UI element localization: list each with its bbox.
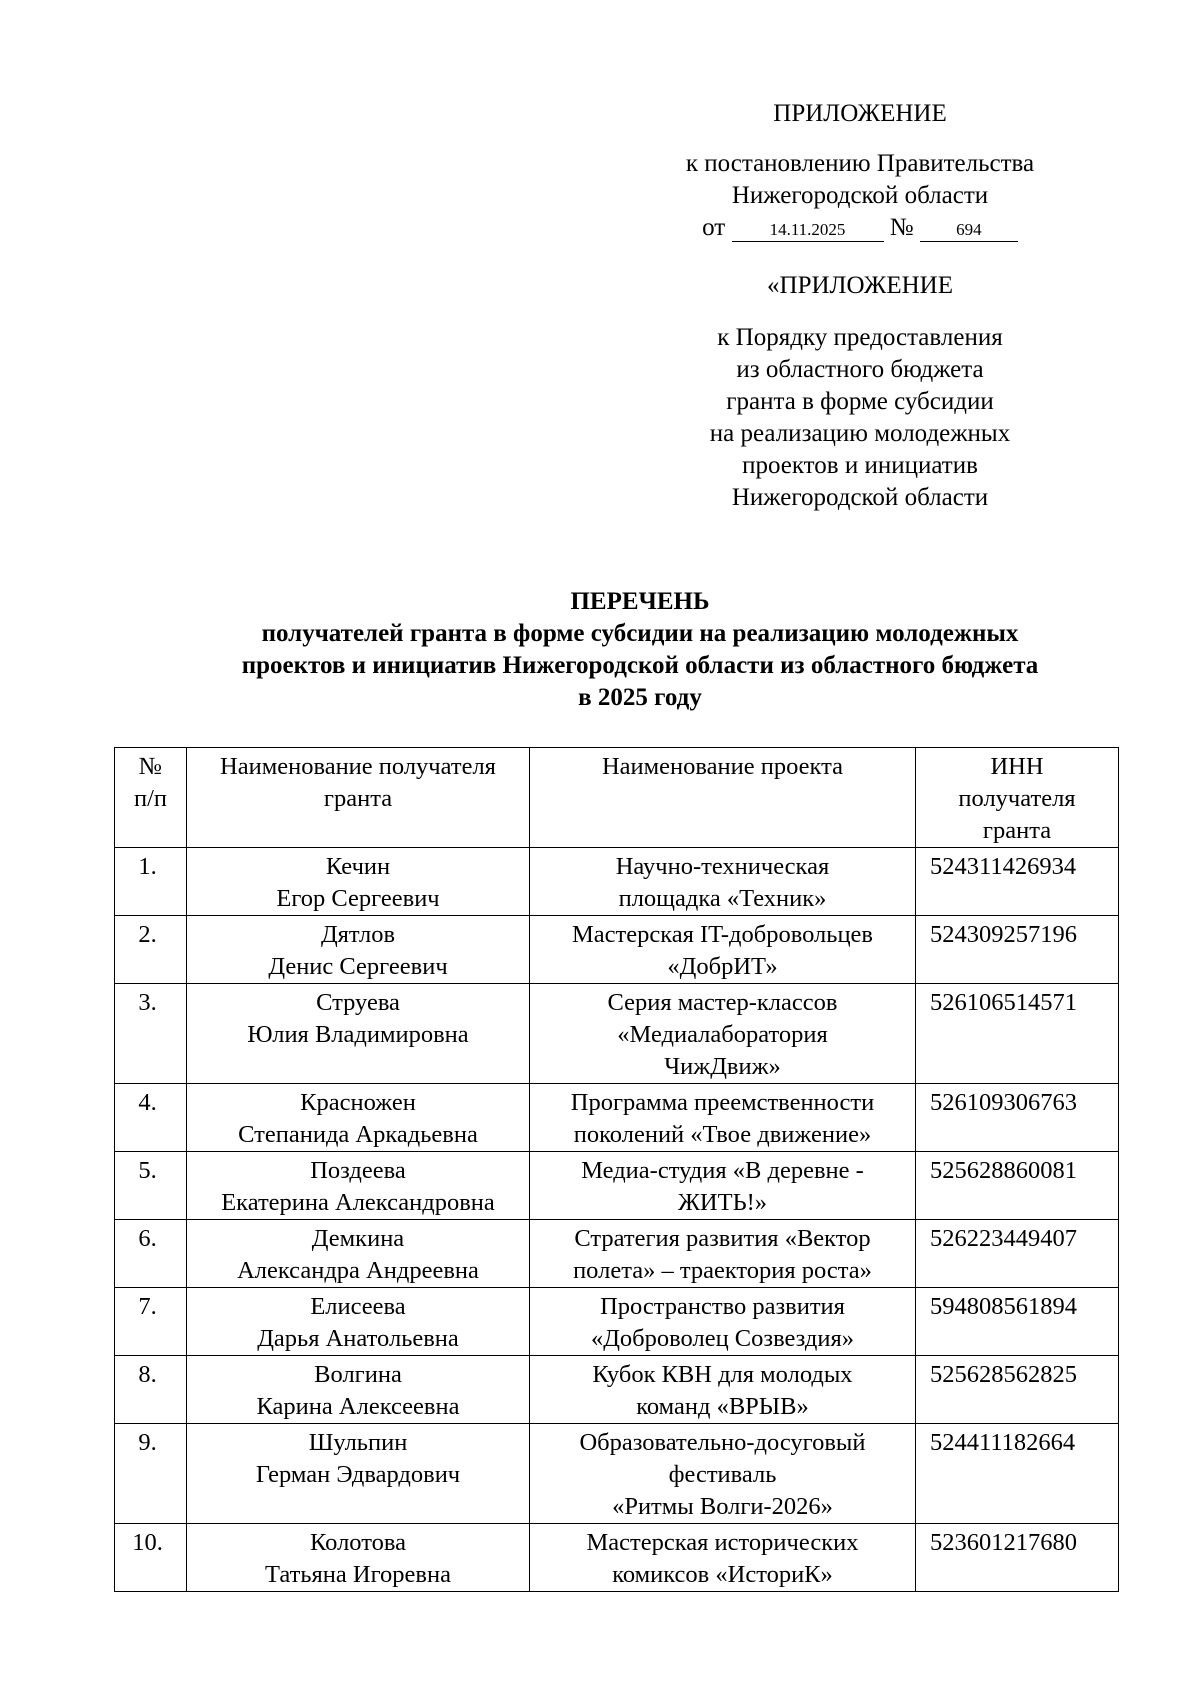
- recipient-cell: [187, 1220, 530, 1288]
- header-inn: [916, 748, 1119, 848]
- resolution-date-number: [640, 212, 1080, 244]
- recipient-name: Юлия Владимировна: [247, 1021, 469, 1048]
- project-cell: [530, 1356, 916, 1424]
- project-cell: [530, 916, 916, 984]
- header-project-line: Наименование проекта: [601, 753, 843, 780]
- row-number: [115, 916, 187, 984]
- project-line: «Доброволец Созвездия»: [590, 1325, 855, 1352]
- recipient-name: Дарья Анатольевна: [257, 1325, 459, 1352]
- project-line: Образовательно-досуговый: [579, 1429, 866, 1456]
- inn-cell: [916, 984, 1119, 1084]
- row-number-text: 10.: [132, 1529, 163, 1556]
- inn-cell: [916, 1356, 1119, 1424]
- header-inn-line: ИНН: [990, 753, 1044, 780]
- inn-value: 526223449407: [930, 1225, 1077, 1252]
- project-line: фестиваль: [668, 1461, 777, 1488]
- project-line: Стратегия развития «Вектор: [574, 1225, 871, 1252]
- recipient-surname: Шульпин: [308, 1429, 408, 1456]
- inn-value: 523601217680: [930, 1529, 1077, 1556]
- header-recipient: [187, 748, 530, 848]
- number-label: №: [889, 214, 914, 241]
- project-line: «ДобрИТ»: [667, 953, 778, 980]
- appendix-heading: [640, 98, 1080, 130]
- inn-value: 526109306763: [930, 1089, 1077, 1116]
- header-recipient-line: гранта: [323, 785, 393, 812]
- row-number: [115, 1424, 187, 1524]
- title-line: проектов и инициатив Нижегородской области из областного бюджета: [241, 652, 1039, 679]
- inn-value: 524311426934: [930, 853, 1077, 880]
- project-line: поколений «Твое движение»: [573, 1121, 872, 1148]
- order-line: из областного бюджета: [736, 356, 984, 383]
- recipient-surname: Струева: [316, 989, 400, 1016]
- recipient-cell: [187, 1288, 530, 1356]
- row-number-text: 8.: [138, 1361, 157, 1388]
- row-number: [115, 984, 187, 1084]
- recipient-name: Степанида Аркадьевна: [238, 1121, 478, 1148]
- header-recipient-line: Наименование получателя: [220, 753, 496, 780]
- recipient-surname: Красножен: [300, 1089, 416, 1116]
- inn-value: 525628562825: [930, 1361, 1077, 1388]
- inn-value: 524411182664: [930, 1429, 1076, 1456]
- order-line: гранта в форме субсидии: [726, 388, 994, 415]
- title-line: в 2025 году: [578, 684, 702, 711]
- resolution-line-2: Нижегородской области: [731, 182, 989, 209]
- inn-cell: [916, 1152, 1119, 1220]
- order-line: на реализацию молодежных: [709, 420, 1011, 447]
- inn-value: 526106514571: [930, 989, 1077, 1016]
- recipients-table: [114, 747, 1119, 1592]
- row-number: [115, 1084, 187, 1152]
- table-row: [115, 1220, 1119, 1288]
- recipient-name: Екатерина Александровна: [221, 1189, 495, 1216]
- row-number-text: 7.: [138, 1293, 157, 1320]
- project-line: полета» – траектория роста»: [573, 1257, 872, 1284]
- order-line: проектов и инициатив: [742, 452, 978, 479]
- recipient-cell: [187, 1356, 530, 1424]
- recipient-name: Татьяна Игоревна: [265, 1561, 451, 1588]
- inn-cell: [916, 1524, 1119, 1592]
- order-line: к Порядку предоставления: [717, 324, 1003, 351]
- recipient-cell: [187, 1424, 530, 1524]
- recipient-surname: Поздеева: [310, 1157, 406, 1184]
- header-inn-line: получателя: [958, 785, 1076, 812]
- table-row: [115, 1288, 1119, 1356]
- resolution-line-1: к постановлению Правительства: [685, 150, 1035, 177]
- project-line: ЖИТЬ!»: [677, 1189, 768, 1216]
- project-line: Кубок КВН для молодых: [592, 1361, 853, 1388]
- table-row: [115, 1356, 1119, 1424]
- project-cell: [530, 1424, 916, 1524]
- table-row: [115, 848, 1119, 916]
- recipient-name: Александра Андреевна: [237, 1257, 479, 1284]
- recipient-cell: [187, 848, 530, 916]
- project-cell: [530, 984, 916, 1084]
- project-line: Научно-техническая: [615, 853, 830, 880]
- project-line: Мастерская исторических: [586, 1529, 859, 1556]
- inn-cell: [916, 1220, 1119, 1288]
- project-line: Программа преемственности: [570, 1089, 875, 1116]
- appendix-heading-2: [640, 270, 1080, 302]
- inn-cell: [916, 848, 1119, 916]
- resolution-number: 694: [920, 219, 1018, 242]
- row-number: [115, 1356, 187, 1424]
- project-line: Мастерская IT-добровольцев: [571, 921, 874, 948]
- row-number-text: 6.: [138, 1225, 157, 1252]
- header-project: [530, 748, 916, 848]
- recipient-surname: Колотова: [310, 1529, 406, 1556]
- table-row: [115, 1152, 1119, 1220]
- row-number: [115, 1524, 187, 1592]
- inn-value: 525628860081: [930, 1157, 1077, 1184]
- project-cell: [530, 1152, 916, 1220]
- project-cell: [530, 1084, 916, 1152]
- title-line: получателей гранта в форме субсидии на реализацию молодежных: [261, 620, 1019, 647]
- inn-cell: [916, 916, 1119, 984]
- table-row: [115, 984, 1119, 1084]
- table-row: [115, 1084, 1119, 1152]
- order-line: Нижегородской области: [731, 484, 989, 511]
- table-header-row: [115, 748, 1119, 848]
- row-number: [115, 1288, 187, 1356]
- project-line: «Ритмы Волги-2026»: [612, 1493, 833, 1520]
- appendix-label: ПРИЛОЖЕНИЕ: [773, 100, 947, 127]
- row-number-text: 1.: [138, 853, 157, 880]
- title-heading: ПЕРЕЧЕНЬ: [570, 588, 710, 615]
- row-number: [115, 848, 187, 916]
- recipient-name: Егор Сергеевич: [276, 885, 440, 912]
- recipient-surname: Кечин: [325, 853, 391, 880]
- appendix-label-2: «ПРИЛОЖЕНИЕ: [767, 272, 953, 299]
- recipient-surname: Елисеева: [310, 1293, 406, 1320]
- inn-value: 594808561894: [930, 1293, 1077, 1320]
- row-number-text: 2.: [138, 921, 157, 948]
- row-number: [115, 1220, 187, 1288]
- document-title: [115, 586, 1165, 714]
- row-number-text: 5.: [138, 1157, 157, 1184]
- table-row: [115, 1424, 1119, 1524]
- recipient-surname: Дятлов: [320, 921, 396, 948]
- inn-value: 524309257196: [930, 921, 1077, 948]
- row-number-text: 3.: [138, 989, 157, 1016]
- inn-cell: [916, 1424, 1119, 1524]
- recipient-cell: [187, 1084, 530, 1152]
- recipient-surname: Волгина: [314, 1361, 402, 1388]
- recipient-name: Герман Эдвардович: [255, 1461, 461, 1488]
- table-row: [115, 916, 1119, 984]
- inn-cell: [916, 1288, 1119, 1356]
- recipient-cell: [187, 1152, 530, 1220]
- project-line: комиксов «ИсториК»: [612, 1561, 833, 1588]
- row-number: [115, 1152, 187, 1220]
- project-cell: [530, 848, 916, 916]
- row-number-text: 9.: [138, 1429, 157, 1456]
- table-row: [115, 1524, 1119, 1592]
- from-label: от: [702, 214, 726, 241]
- recipient-cell: [187, 984, 530, 1084]
- header-num-line: №: [138, 753, 163, 780]
- header-inn-line: гранта: [982, 817, 1052, 844]
- recipient-name: Денис Сергеевич: [268, 953, 448, 980]
- project-line: команд «ВРЫВ»: [636, 1393, 809, 1420]
- recipient-name: Карина Алексеевна: [256, 1393, 460, 1420]
- project-line: ЧижДвиж»: [664, 1053, 781, 1080]
- order-block: [640, 322, 1080, 514]
- project-line: Серия мастер-классов: [607, 989, 838, 1016]
- project-cell: [530, 1288, 916, 1356]
- inn-cell: [916, 1084, 1119, 1152]
- resolution-block: [640, 148, 1080, 244]
- recipient-surname: Демкина: [311, 1225, 405, 1252]
- project-line: «Медиалаборатория: [617, 1021, 828, 1048]
- header-num-line: п/п: [133, 785, 168, 812]
- row-number-text: 4.: [138, 1089, 157, 1116]
- recipient-cell: [187, 1524, 530, 1592]
- project-line: Медиа-студия «В деревне -: [581, 1157, 864, 1184]
- resolution-date: 14.11.2025: [732, 219, 884, 242]
- project-line: площадка «Техник»: [618, 885, 827, 912]
- project-line: Пространство развития: [600, 1293, 845, 1320]
- recipient-cell: [187, 916, 530, 984]
- project-cell: [530, 1220, 916, 1288]
- header-num: [115, 748, 187, 848]
- project-cell: [530, 1524, 916, 1592]
